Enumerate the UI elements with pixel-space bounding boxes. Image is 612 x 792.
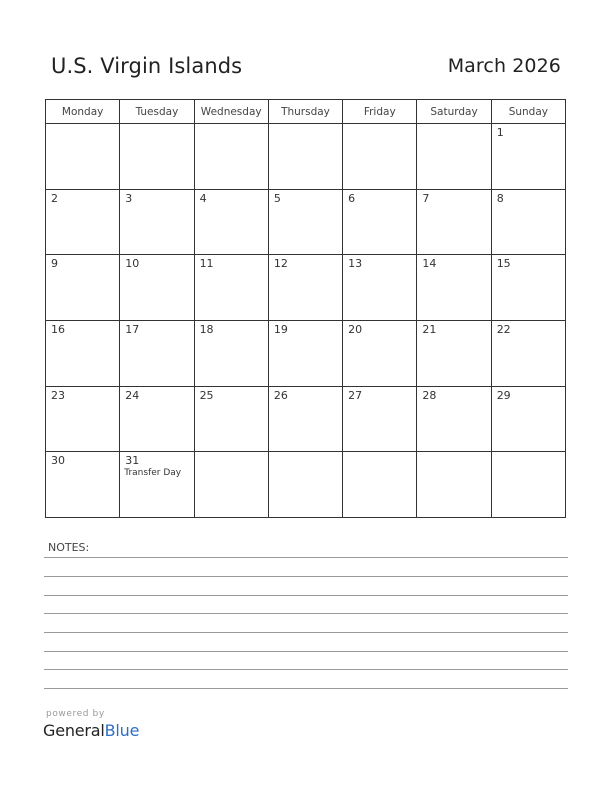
day-cell — [491, 321, 565, 387]
day-number: 7 — [422, 191, 430, 205]
day-number: 4 — [199, 191, 207, 205]
day-cell — [343, 189, 417, 255]
day-number — [417, 124, 490, 126]
day-cell — [268, 452, 342, 518]
day-number: 21 — [422, 323, 437, 337]
logo-blue-text: Blue — [104, 721, 140, 740]
day-cell — [343, 452, 417, 518]
day-number: 22 — [496, 323, 511, 337]
day-cell — [194, 321, 268, 387]
day-cell — [194, 124, 268, 190]
notes-line — [44, 613, 568, 614]
day-number: 27 — [348, 388, 363, 402]
powered-by-text: powered by — [46, 709, 105, 719]
day-cell — [268, 321, 342, 387]
day-cell-holiday — [120, 452, 194, 518]
day-number: 1 — [496, 126, 504, 139]
day-number — [417, 452, 490, 454]
day-cell — [417, 124, 491, 190]
notes-line — [44, 669, 568, 670]
day-number: 15 — [496, 257, 511, 271]
day-number — [120, 124, 193, 126]
week-row — [46, 189, 566, 255]
day-cell — [194, 189, 268, 255]
day-cell — [343, 255, 417, 321]
notes-line — [44, 651, 568, 652]
week-row — [46, 321, 566, 387]
day-cell — [268, 255, 342, 321]
day-number: 31 — [125, 454, 140, 468]
day-number: 29 — [496, 388, 511, 402]
day-number: 5 — [273, 191, 281, 205]
day-number — [269, 124, 342, 126]
day-cell — [194, 255, 268, 321]
weekday-friday: Friday — [343, 100, 417, 124]
notes-line — [44, 595, 568, 596]
day-number — [195, 452, 268, 454]
weekday-wednesday: Wednesday — [194, 100, 268, 124]
notes-line — [44, 557, 568, 558]
day-number — [46, 124, 119, 126]
day-number: 14 — [422, 257, 437, 271]
day-number: 6 — [348, 191, 356, 205]
weekday-sunday: Sunday — [491, 100, 565, 124]
day-number: 9 — [51, 257, 58, 271]
day-number: 17 — [125, 323, 140, 337]
day-number: 8 — [496, 191, 504, 205]
day-number: 25 — [199, 388, 214, 402]
day-number: 12 — [273, 257, 288, 271]
day-cell — [46, 255, 120, 321]
day-cell — [491, 452, 565, 518]
day-cell — [268, 124, 342, 190]
day-cell — [417, 452, 491, 518]
weekday-thursday: Thursday — [268, 100, 342, 124]
day-cell — [491, 255, 565, 321]
day-number: 13 — [348, 257, 363, 271]
day-cell — [491, 189, 565, 255]
day-cell — [46, 386, 120, 452]
day-number: 30 — [51, 454, 65, 468]
day-cell — [268, 386, 342, 452]
day-cell — [417, 189, 491, 255]
day-number: 24 — [125, 388, 140, 402]
day-number — [492, 452, 565, 454]
day-cell — [120, 386, 194, 452]
day-number: 23 — [51, 388, 65, 402]
week-row — [46, 255, 566, 321]
notes-line — [44, 688, 568, 689]
day-cell — [120, 124, 194, 190]
day-cell — [343, 321, 417, 387]
day-cell — [417, 255, 491, 321]
day-number: 2 — [51, 191, 58, 205]
day-cell — [491, 124, 565, 190]
day-number: 10 — [125, 257, 140, 271]
day-cell — [417, 321, 491, 387]
day-cell — [120, 255, 194, 321]
generalblue-logo[interactable] — [43, 721, 139, 740]
day-cell — [194, 452, 268, 518]
day-cell — [343, 124, 417, 190]
day-cell — [491, 386, 565, 452]
calendar-grid — [45, 99, 566, 518]
holiday-label: Transfer Day — [124, 468, 182, 479]
day-number — [195, 124, 268, 126]
week-row — [46, 124, 566, 190]
day-cell — [194, 386, 268, 452]
day-number: 20 — [348, 323, 363, 337]
day-cell — [120, 189, 194, 255]
weekday-monday: Monday — [46, 100, 120, 124]
day-cell — [417, 386, 491, 452]
day-number: 26 — [273, 388, 288, 402]
day-cell — [343, 386, 417, 452]
day-cell — [46, 452, 120, 518]
day-number: 11 — [199, 257, 214, 271]
day-number: 3 — [125, 191, 133, 205]
week-row — [46, 386, 566, 452]
day-number: 19 — [273, 323, 288, 337]
day-cell — [120, 321, 194, 387]
notes-line — [44, 632, 568, 633]
calendar-title: U.S. Virgin Islands — [51, 54, 243, 78]
calendar-month: March 2026 — [447, 55, 561, 77]
weekday-saturday: Saturday — [417, 100, 491, 124]
day-number: 16 — [51, 323, 65, 337]
day-number — [269, 452, 342, 454]
notes-line — [44, 576, 568, 577]
notes-label: NOTES: — [48, 541, 90, 554]
day-number — [343, 124, 416, 126]
day-number: 28 — [422, 388, 437, 402]
day-number — [343, 452, 416, 454]
week-row — [46, 452, 566, 518]
logo-general-text: General — [43, 721, 105, 740]
day-cell — [268, 189, 342, 255]
day-cell — [46, 189, 120, 255]
weekday-header-row — [46, 100, 566, 124]
day-cell — [46, 321, 120, 387]
weekday-tuesday: Tuesday — [120, 100, 194, 124]
day-cell — [46, 124, 120, 190]
day-number: 18 — [199, 323, 214, 337]
